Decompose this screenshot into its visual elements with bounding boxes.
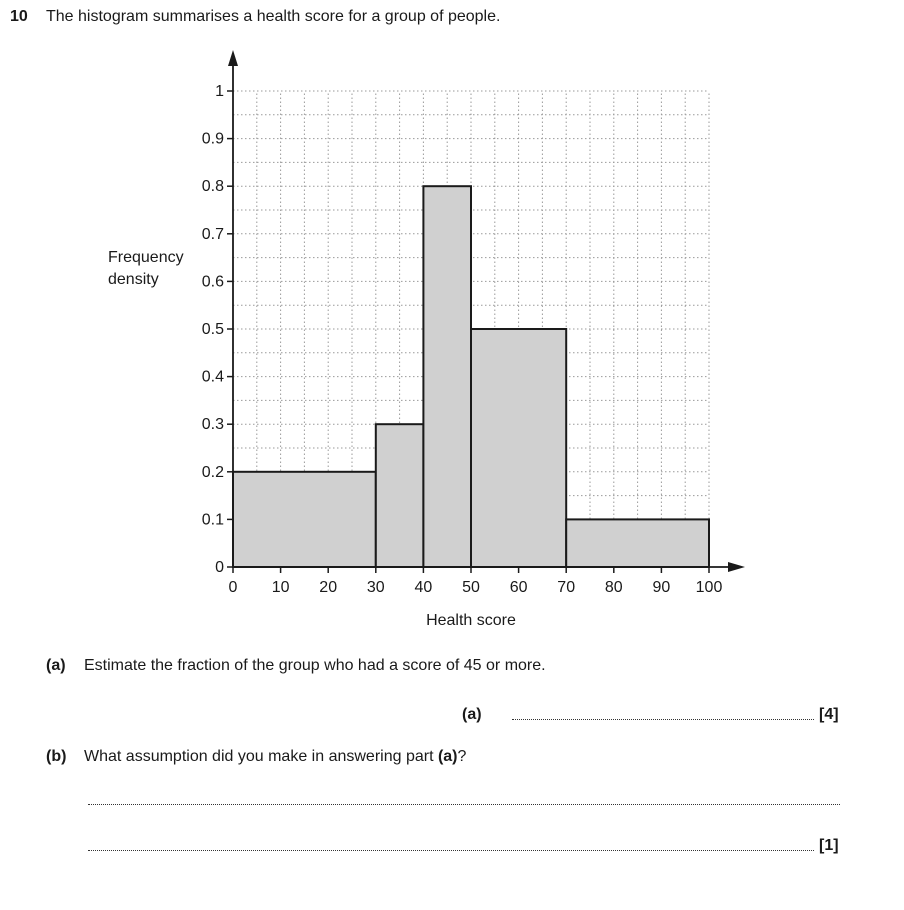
x-axis-label: Health score	[426, 612, 516, 629]
x-tick-label: 20	[319, 579, 338, 596]
part-a-answer-line[interactable]	[512, 719, 814, 720]
y-tick-label: 0.9	[201, 130, 224, 148]
y-axis-label-line-1: Frequency	[108, 249, 184, 266]
x-tick-label: 80	[604, 579, 623, 596]
y-tick-label: 0.8	[201, 178, 224, 196]
part-b-marks: [1]	[819, 837, 839, 854]
y-tick-label: 1	[215, 83, 224, 100]
y-tick-label: 0.4	[201, 368, 224, 386]
question-number: 10	[10, 8, 28, 25]
y-tick-label: 0.7	[201, 225, 224, 243]
x-tick-label: 10	[271, 579, 290, 596]
y-tick-label: 0.1	[201, 511, 224, 529]
part-b-answer-line-2[interactable]	[88, 850, 814, 851]
x-tick-label: 90	[652, 579, 671, 596]
part-b-label: (b)	[46, 748, 67, 765]
part-a-label: (a)	[46, 657, 66, 674]
y-axis-arrow	[228, 50, 238, 66]
histogram-bar-1	[376, 424, 424, 567]
x-axis-arrow	[728, 562, 745, 572]
x-tick-label: 50	[462, 579, 480, 596]
part-b-text	[84, 748, 466, 766]
question-text: The histogram summarises a health score for a group of people.	[46, 8, 501, 25]
y-tick-label: 0	[215, 559, 224, 576]
y-axis-ticks	[202, 83, 233, 576]
part-a-marks: [4]	[819, 706, 839, 723]
y-tick-label: 0.2	[201, 463, 224, 481]
y-tick-label: 0.5	[201, 321, 224, 338]
part-b-text-after: ?	[457, 748, 467, 765]
part-b-answer-line-1[interactable]	[88, 804, 840, 805]
histogram-bar-0	[233, 472, 376, 567]
x-tick-label: 60	[509, 579, 528, 596]
x-tick-label: 40	[414, 579, 433, 596]
part-a-answer-label: (a)	[462, 706, 482, 723]
y-tick-label: 0.6	[201, 273, 224, 291]
part-b-text-before: What assumption did you make in answering part	[84, 748, 438, 765]
x-tick-label: 30	[366, 579, 385, 596]
y-tick-label: 0.3	[201, 416, 224, 434]
histogram-bar-3	[471, 329, 566, 567]
histogram-bar-4	[566, 519, 709, 567]
histogram-bar-2	[423, 186, 471, 567]
x-axis-ticks	[229, 567, 723, 596]
x-tick-label: 100	[695, 579, 723, 596]
x-tick-label: 0	[228, 579, 238, 596]
part-b-text-bold: (a)	[437, 748, 458, 765]
part-a-text: Estimate the fraction of the group who had a score of 45 or more.	[84, 657, 546, 674]
x-tick-label: 70	[557, 579, 576, 596]
y-axis-label-line-2: density	[108, 271, 159, 288]
